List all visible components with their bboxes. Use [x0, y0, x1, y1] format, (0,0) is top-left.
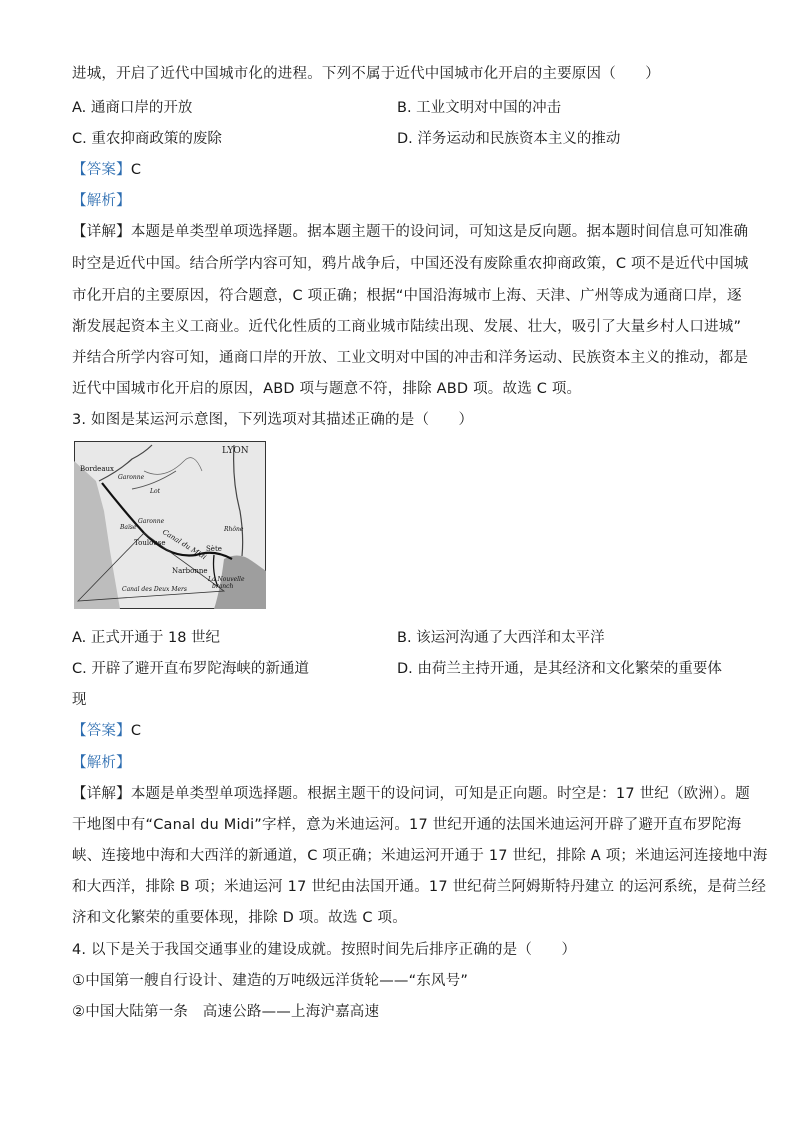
map-label-narbonne: Narbonne: [172, 567, 208, 575]
answer-value: C: [130, 723, 142, 739]
q2-detail-line-5: 并结合所学内容可知，通商口岸的开放、工业文明对中国的冲击和洋务运动、民族资本主义的推动，都是: [72, 350, 749, 366]
q3-option-d: D. 由荷兰主持开通，是其经济和文化繁荣的重要体: [397, 661, 722, 677]
detail-tag: 【详解】: [72, 224, 131, 240]
map-label-rhone: Rhône: [224, 526, 244, 533]
q3-answer: [72, 721, 141, 741]
map-label-branch: branch: [212, 583, 234, 590]
q3-detail-line-3: 峡、连接地中海和大西洋的新通道，C 项正确；米迪运河开通于 17 世纪，排除 A 项；米迪运河连接地中海: [72, 848, 768, 864]
q2-answer: [72, 160, 141, 180]
q2-option-c: C. 重农抑商政策的废除: [72, 131, 222, 147]
q3-analysis-tag: 【解析】: [72, 755, 131, 771]
map-label-canal-du-midi: Canal du Midi: [160, 527, 208, 562]
q3-detail-line-2: 干地图中有“Canal du Midi”字样，意为米迪运河。17 世纪开通的法国米迪运河开辟了避开直布罗陀海: [72, 817, 742, 833]
detail-tag: 【详解】: [72, 786, 131, 802]
map-label-lyon: LYON: [222, 446, 249, 456]
map-label-lot: Lot: [150, 488, 161, 495]
q4-stem: 4. 以下是关于我国交通事业的建设成就。按照时间先后排序正确的是（ ）: [72, 942, 577, 958]
q3-option-c: C. 开辟了避开直布罗陀海峡的新通道: [72, 661, 309, 677]
map-label-garonne-2: Garonne: [138, 518, 165, 525]
detail-text: 本题是单类型单项选择题。根据主题干的设问词，可知是正向题。时空是：17 世纪（欧洲）。题: [130, 786, 750, 802]
detail-text: 本题是单类型单项选择题。据本题主题干的设问词，可知这是反向题。据本题时间信息可知准确: [130, 224, 749, 240]
q2-option-b: B. 工业文明对中国的冲击: [397, 100, 562, 116]
q2-detail-line-2: 时空是近代中国。结合所学内容可知，鸦片战争后，中国还没有废除重农抑商政策，C 项不是近代中国城: [72, 256, 749, 272]
q4-item-2: ②中国大陆第一条 高速公路——上海沪嘉高速: [72, 1004, 380, 1020]
map-label-garonne: Garonne: [118, 474, 145, 481]
q2-option-d: D. 洋务运动和民族资本主义的推动: [397, 131, 621, 147]
q2-detail-line-1: [72, 222, 748, 242]
q3-detail-line-5: 济和文化繁荣的重要体现，排除 D 项。故选 C 项。: [72, 910, 407, 926]
q3-detail-line-4: 和大西洋，排除 B 项；米迪运河 17 世纪由法国开通。17 世纪荷兰阿姆斯特丹建立 的运河系统，是荷兰经: [72, 879, 767, 895]
q2-detail-line-3: 市化开启的主要原因，符合题意，C 项正确；根据“中国沿海城市上海、天津、广州等成为通商口岸，逐: [72, 288, 742, 304]
map-label-deux-mers: Canal des Deux Mers: [122, 586, 187, 593]
q2-detail-line-6: 近代中国城市化开启的原因，ABD 项与题意不符，排除 ABD 项。故选 C 项。: [72, 381, 582, 397]
map-label-toulouse: Toulouse: [134, 539, 166, 547]
q3-stem: 3. 如图是某运河示意图，下列选项对其描述正确的是（ ）: [72, 412, 474, 428]
answer-tag: 【答案】: [72, 723, 131, 739]
map-label-baise: Baïse: [120, 524, 137, 531]
q2-detail-line-4: 渐发展起资本主义工商业。近代化性质的工商业城市陆续出现、发展、壮大，吸引了大量乡村人口进城”: [72, 319, 742, 335]
canal-map-figure: [74, 441, 266, 609]
q2-analysis-tag: 【解析】: [72, 193, 131, 209]
q4-item-1: ①中国第一艘自行设计、建造的万吨级远洋货轮——“东风号”: [72, 973, 469, 989]
q3-option-d-wrap: 现: [72, 692, 87, 708]
q3-detail-line-1: [72, 784, 750, 804]
answer-tag: 【答案】: [72, 162, 131, 178]
map-label-sete: Sète: [206, 545, 222, 553]
answer-value: C: [130, 162, 142, 178]
map-label-bordeaux: Bordeaux: [80, 465, 114, 473]
q2-stem-tail: 进城，开启了近代中国城市化的进程。下列不属于近代中国城市化开启的主要原因（ ）: [72, 66, 660, 82]
map-label-la-nouvelle: La Nouvelle: [208, 576, 245, 583]
q3-option-b: B. 该运河沟通了大西洋和太平洋: [397, 630, 605, 646]
q2-option-a: A. 通商口岸的开放: [72, 100, 193, 116]
q3-option-a: A. 正式开通于 18 世纪: [72, 630, 221, 646]
